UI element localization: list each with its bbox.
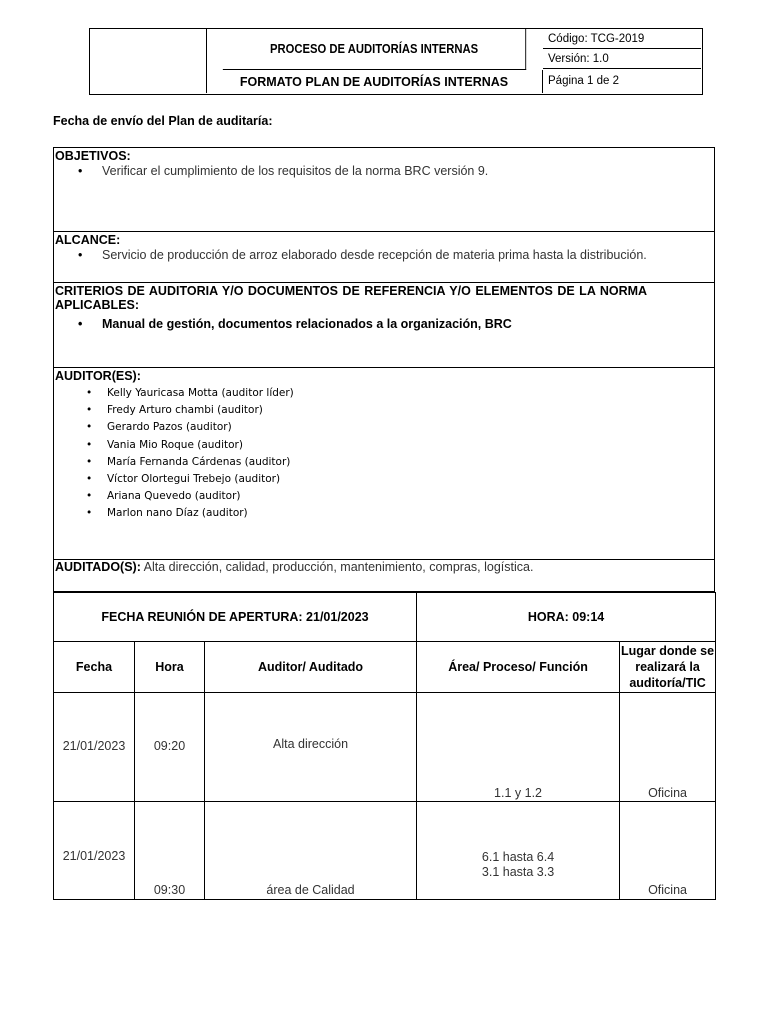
schedule-table xyxy=(53,592,716,900)
alcance-item: • Servicio de producción de arroz elaborado desde recepción de materia prima hasta la distribución. xyxy=(54,247,714,263)
auditor-item: • Ariana Quevedo (auditor) xyxy=(54,488,714,505)
apertura-row xyxy=(54,593,716,642)
header-codigo: Código: TCG-2019 xyxy=(543,29,701,49)
objetivos-item: • Verificar el cumplimiento de los requisitos de la norma BRC versión 9. xyxy=(54,163,714,179)
cell-lugar: Oficina xyxy=(620,693,716,802)
apertura-fecha: FECHA REUNIÓN DE APERTURA: 21/01/2023 xyxy=(54,593,417,642)
header-pagina: Página 1 de 2 xyxy=(548,75,619,87)
criterios-title-line2: APLICABLES: xyxy=(55,298,140,312)
objetivos-title: OBJETIVOS: xyxy=(55,149,131,163)
col-header-lugar: Lugar donde se realizará la auditoría/TIC xyxy=(620,642,716,693)
auditor-item: • Fredy Arturo chambi (auditor) xyxy=(54,402,714,419)
header-process-title: PROCESO DE AUDITORÍAS INTERNAS xyxy=(223,29,526,70)
objetivos-section xyxy=(54,148,714,232)
apertura-hora: HORA: 09:14 xyxy=(417,593,716,642)
auditor-item: • Gerardo Pazos (auditor) xyxy=(54,419,714,436)
auditor-item: • Vania Mio Roque (auditor) xyxy=(54,437,714,454)
col-header-fecha: Fecha xyxy=(54,642,135,693)
auditados-line xyxy=(54,560,714,574)
header-format-title: FORMATO PLAN DE AUDITORÍAS INTERNAS xyxy=(206,70,543,93)
header-version: Versión: 1.0 xyxy=(543,50,701,69)
auditor-item: • María Fernanda Cárdenas (auditor) xyxy=(54,454,714,471)
col-header-auditado: Auditor/ Auditado xyxy=(205,642,417,693)
criterios-title-line1: CRITERIOS DE AUDITORIA Y/O DOCUMENTOS DE REFERENCIA Y/O ELEMENTOS DE LA NORMA xyxy=(55,284,648,298)
col-header-hora: Hora xyxy=(135,642,205,693)
cell-fecha: 21/01/2023 xyxy=(54,693,135,802)
alcance-title: ALCANCE: xyxy=(55,233,121,247)
cell-fecha: 21/01/2023 xyxy=(54,802,135,900)
plan-sections xyxy=(53,147,715,592)
cell-hora: 09:30 xyxy=(135,802,205,900)
auditados-value: Alta dirección, calidad, producción, mantenimiento, compras, logística. xyxy=(140,560,534,574)
logo-cell xyxy=(90,29,207,93)
cell-area: 1.1 y 1.2 xyxy=(417,693,620,802)
table-row xyxy=(54,693,716,802)
table-row xyxy=(54,802,716,900)
cell-area: 6.1 hasta 6.4 3.1 hasta 3.3 xyxy=(417,802,620,900)
col-header-area: Área/ Proceso/ Función xyxy=(417,642,620,693)
criterios-item: • Manual de gestión, documentos relacionados a la organización, BRC xyxy=(54,316,714,332)
auditores-list xyxy=(54,385,714,523)
fecha-envio-label: Fecha de envío del Plan de auditaría: xyxy=(53,114,273,128)
auditores-title: AUDITOR(ES): xyxy=(55,369,141,383)
cell-hora: 09:20 xyxy=(135,693,205,802)
alcance-section xyxy=(54,232,714,283)
cell-auditado: área de Calidad xyxy=(205,802,417,900)
auditores-section xyxy=(54,368,714,560)
auditados-section xyxy=(54,560,714,591)
auditor-item: • Víctor Olortegui Trebejo (auditor) xyxy=(54,471,714,488)
cell-lugar: Oficina xyxy=(620,802,716,900)
auditor-item: • Marlon nano Díaz (auditor) xyxy=(54,505,714,522)
auditados-label: AUDITADO(S): xyxy=(55,560,141,574)
cell-auditado: Alta dirección xyxy=(205,693,417,802)
document-header xyxy=(89,28,703,95)
criterios-section xyxy=(54,283,714,368)
auditor-item: • Kelly Yauricasa Motta (auditor líder) xyxy=(54,385,714,402)
schedule-header-row xyxy=(54,642,716,693)
